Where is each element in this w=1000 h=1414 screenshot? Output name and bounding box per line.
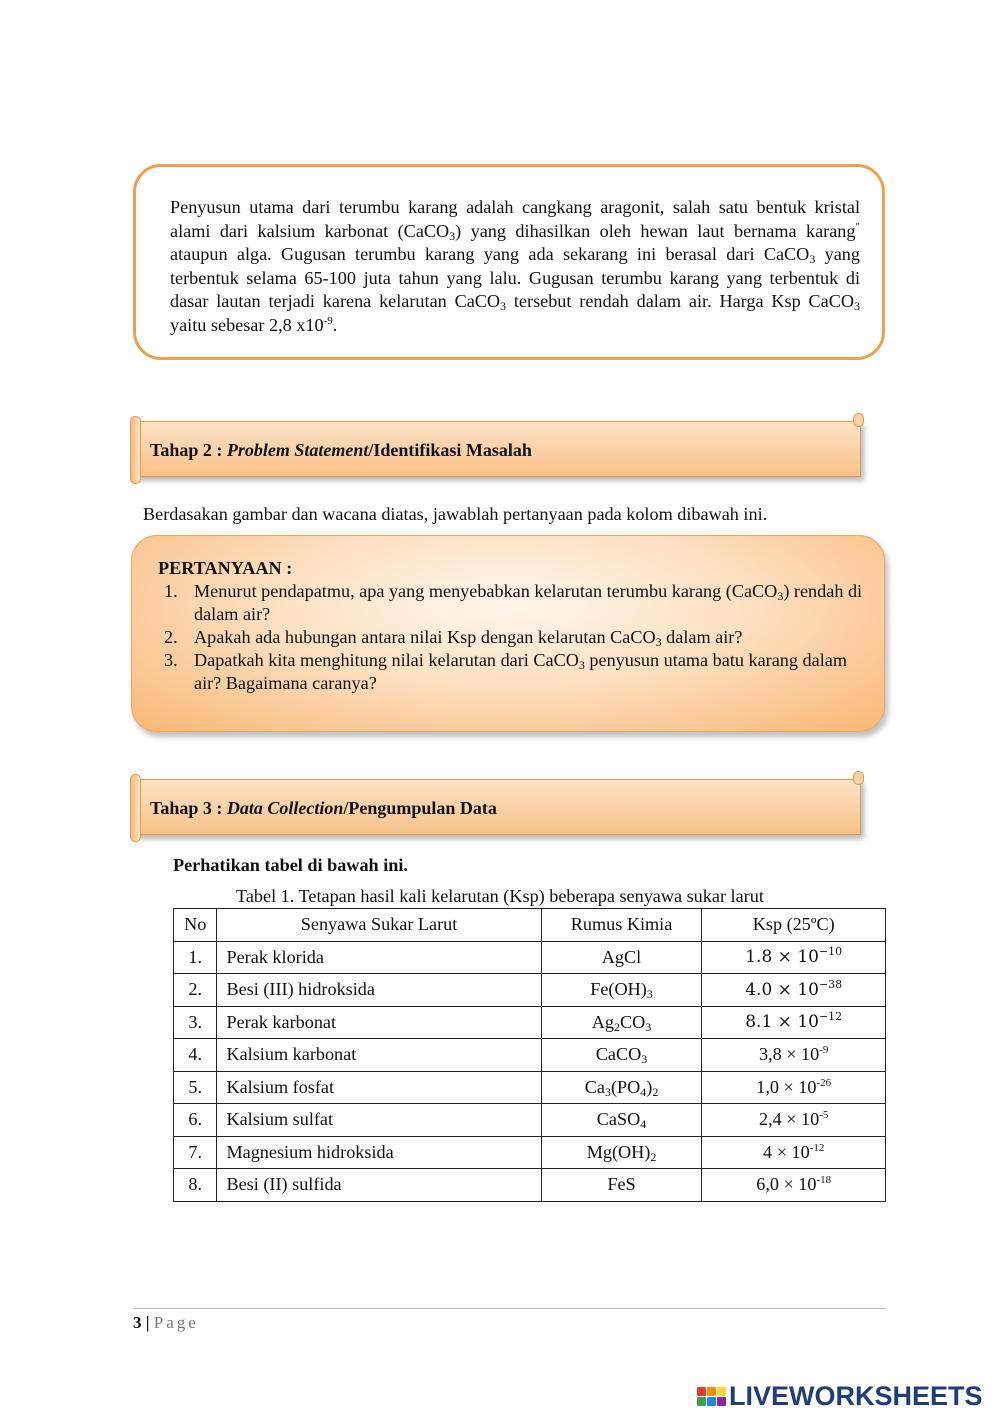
brand-square bbox=[707, 1387, 716, 1396]
page-number: 3 | Page bbox=[133, 1313, 199, 1332]
passage-text: Penyusun utama dari terumbu karang adalah cangkang aragonit, salah satu bentuk kristal alami dari kalsium karbonat (CaCO$_3$) yang dihasilkan oleh hewan laut bernama karang" ataupun alga. Gugusan terumbu karang yang ada sekarang ini berasal dari CaCO$_3$ yang terbentuk selama 65-100 juta tahun yang lalu. Gugusan terumbu karang yang terbentuk di dasar lautan terjadi karena kelarutan CaCO$_3$ tersebut rendah dalam air. Harga Ksp CaCO$_3$ yaitu sebesar 2,8 $x10^{-9}$. bbox=[170, 197, 860, 335]
table-row: 8. Besi (II) sulfida FeS $6,0 \times 10^{-18}$ bbox=[174, 1169, 886, 1202]
header-no: No bbox=[174, 909, 217, 942]
brand-icon bbox=[697, 1387, 726, 1406]
header-formula: Rumus Kimia bbox=[541, 909, 702, 942]
question-item: 3. Dapatkah kita menghitung nilai kelarutan dari CaCO$_3$ penyusun utama batu karang dalam air? Bagaimana caranya? bbox=[164, 650, 847, 693]
table-row: 1. Perak klorida AgCl $1.8 \times 10^{-10}$ bbox=[174, 941, 886, 974]
table-row: 4. Kalsium karbonat CaCO$_3$ $3,8 \times 10^{-9}$ bbox=[174, 1039, 886, 1072]
ksp-table bbox=[173, 908, 886, 1202]
table-row: 5. Kalsium fosfat $Ca_3(PO_4)_2$ $1,0 \times 10^{-26}$ bbox=[174, 1071, 886, 1104]
table-header-row bbox=[174, 909, 886, 942]
header-name: Senyawa Sukar Larut bbox=[217, 909, 541, 942]
brand-square bbox=[697, 1397, 706, 1406]
brand-square bbox=[717, 1397, 726, 1406]
table-caption: Tabel 1. Tetapan hasil kali kelarutan (Ksp) beberapa senyawa sukar larut bbox=[236, 886, 764, 906]
stage-3-title: Tahap 3 : Data Collection/Pengumpulan Data bbox=[150, 798, 497, 818]
brand-square bbox=[707, 1397, 716, 1406]
brand-name: LIVEWORKSHEETS bbox=[729, 1380, 983, 1411]
question-title: PERTANYAAN : bbox=[158, 558, 293, 578]
question-list bbox=[158, 580, 863, 695]
instruction-text: Berdasakan gambar dan wacana diatas, jawablah pertanyaan pada kolom dibawah ini. bbox=[143, 504, 768, 524]
table-heading: Perhatikan tabel di bawah ini. bbox=[173, 855, 408, 875]
brand-square bbox=[717, 1387, 726, 1396]
table-row: 2. Besi (III) hidroksida $Fe(OH)_3$ $4.0 \times 10^{-38}$ bbox=[174, 974, 886, 1007]
footer-divider bbox=[133, 1308, 886, 1309]
stage-2-banner bbox=[133, 421, 861, 477]
question-item: 1. Menurut pendapatmu, apa yang menyebabkan kelarutan terumbu karang (CaCO$_3$) rendah di dalam air? bbox=[164, 581, 863, 624]
brand-square bbox=[697, 1387, 706, 1396]
table-row: 7. Magnesium hidroksida $Mg(OH)_2$ $4 \times 10^{-12}$ bbox=[174, 1136, 886, 1169]
table-row: 6. Kalsium sulfat CaSO$_4$ $2,4 \times 10^{-5}$ bbox=[174, 1104, 886, 1137]
header-ksp: Ksp (25ºC) bbox=[702, 909, 886, 942]
question-item: 2. Apakah ada hubungan antara nilai Ksp dengan kelarutan CaCO$_3$ dalam air? bbox=[164, 627, 743, 649]
stage-2-title: Tahap 2 : Problem Statement/Identifikasi Masalah bbox=[150, 440, 532, 460]
table-row: 3. Perak karbonat $Ag_2CO_3$ $8.1 \times 10^{-12}$ bbox=[174, 1006, 886, 1039]
stage-3-banner bbox=[133, 779, 861, 835]
liveworksheets-logo bbox=[697, 1380, 983, 1412]
